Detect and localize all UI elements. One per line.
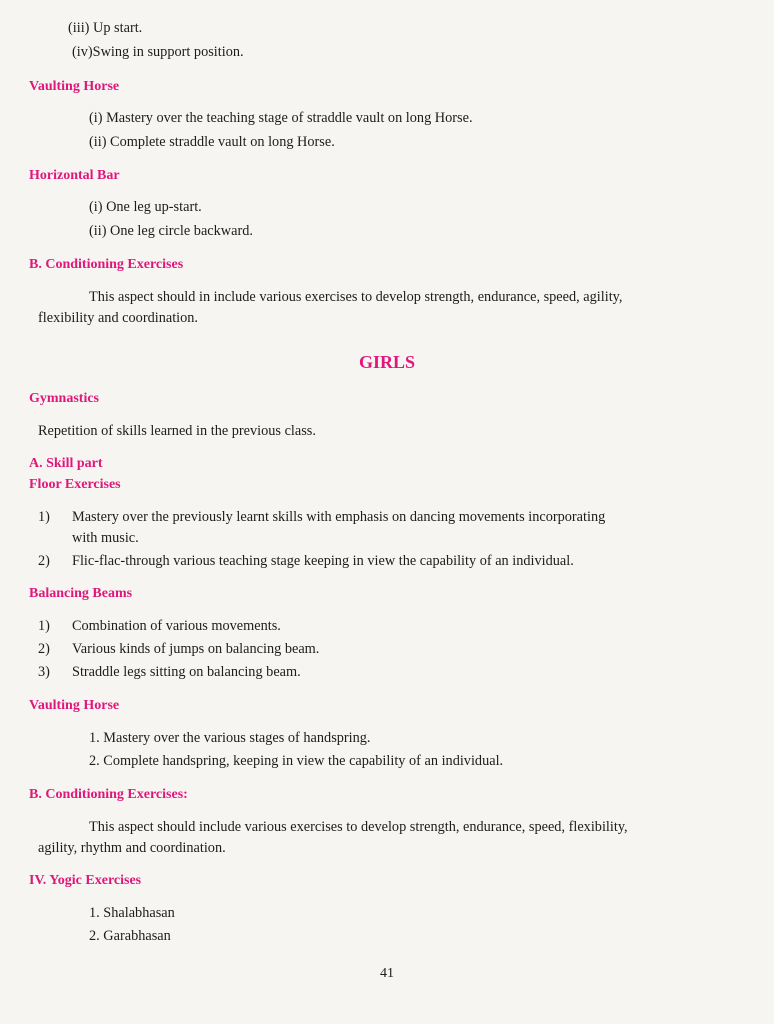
list-item: (ii) One leg circle backward. <box>89 223 253 239</box>
list-item: Combination of various movements. <box>72 618 281 634</box>
list-item: 1. Shalabhasan <box>89 905 175 921</box>
section-heading: IV. Yogic Exercises <box>29 873 142 888</box>
section-heading: Floor Exercises <box>29 477 121 492</box>
list-item: (iii) Up start. <box>68 20 143 36</box>
list-number: 3) <box>38 664 50 680</box>
girls-title: GIRLS <box>358 352 416 372</box>
section-heading: Horizontal Bar <box>29 168 120 183</box>
list-item: (iv)Swing in support position. <box>72 44 244 60</box>
list-item: Mastery over the previously learnt skills with emphasis on dancing movements incorporating <box>72 509 606 525</box>
list-item-continuation: with music. <box>72 530 139 546</box>
list-item: Various kinds of jumps on balancing beam. <box>72 641 320 657</box>
paragraph-line: Repetition of skills learned in the previous class. <box>38 423 316 439</box>
list-item: 2. Garabhasan <box>89 928 171 944</box>
list-item: 2. Complete handspring, keeping in view the capability of an individual. <box>89 753 504 769</box>
list-number: 1) <box>38 509 50 525</box>
section-heading: Vaulting Horse <box>29 698 120 713</box>
list-number: 2) <box>38 641 50 657</box>
paragraph-line: This aspect should include various exercises to develop strength, endurance, speed, flexibility, <box>89 819 628 835</box>
section-heading: Balancing Beams <box>29 586 133 601</box>
section-heading: Gymnastics <box>29 391 99 406</box>
paragraph-line: agility, rhythm and coordination. <box>38 840 226 856</box>
paragraph-line: This aspect should in include various exercises to develop strength, endurance, speed, agility, <box>89 289 623 305</box>
list-item: (i) One leg up-start. <box>89 199 202 215</box>
section-heading: B. Conditioning Exercises <box>29 257 184 272</box>
list-number: 2) <box>38 553 50 569</box>
list-item: (i) Mastery over the teaching stage of straddle vault on long Horse. <box>89 110 473 126</box>
list-item: (ii) Complete straddle vault on long Horse. <box>89 134 335 150</box>
section-heading: B. Conditioning Exercises: <box>29 787 188 802</box>
page-number: 41 <box>380 966 394 981</box>
paragraph-line: flexibility and coordination. <box>38 310 199 326</box>
list-number: 1) <box>38 618 50 634</box>
list-item: Straddle legs sitting on balancing beam. <box>72 664 301 680</box>
list-item: Flic-flac-through various teaching stage keeping in view the capability of an individual. <box>72 553 574 569</box>
section-heading: A. Skill part <box>29 456 103 471</box>
list-item: 1. Mastery over the various stages of handspring. <box>89 730 371 746</box>
section-heading: Vaulting Horse <box>29 79 120 94</box>
